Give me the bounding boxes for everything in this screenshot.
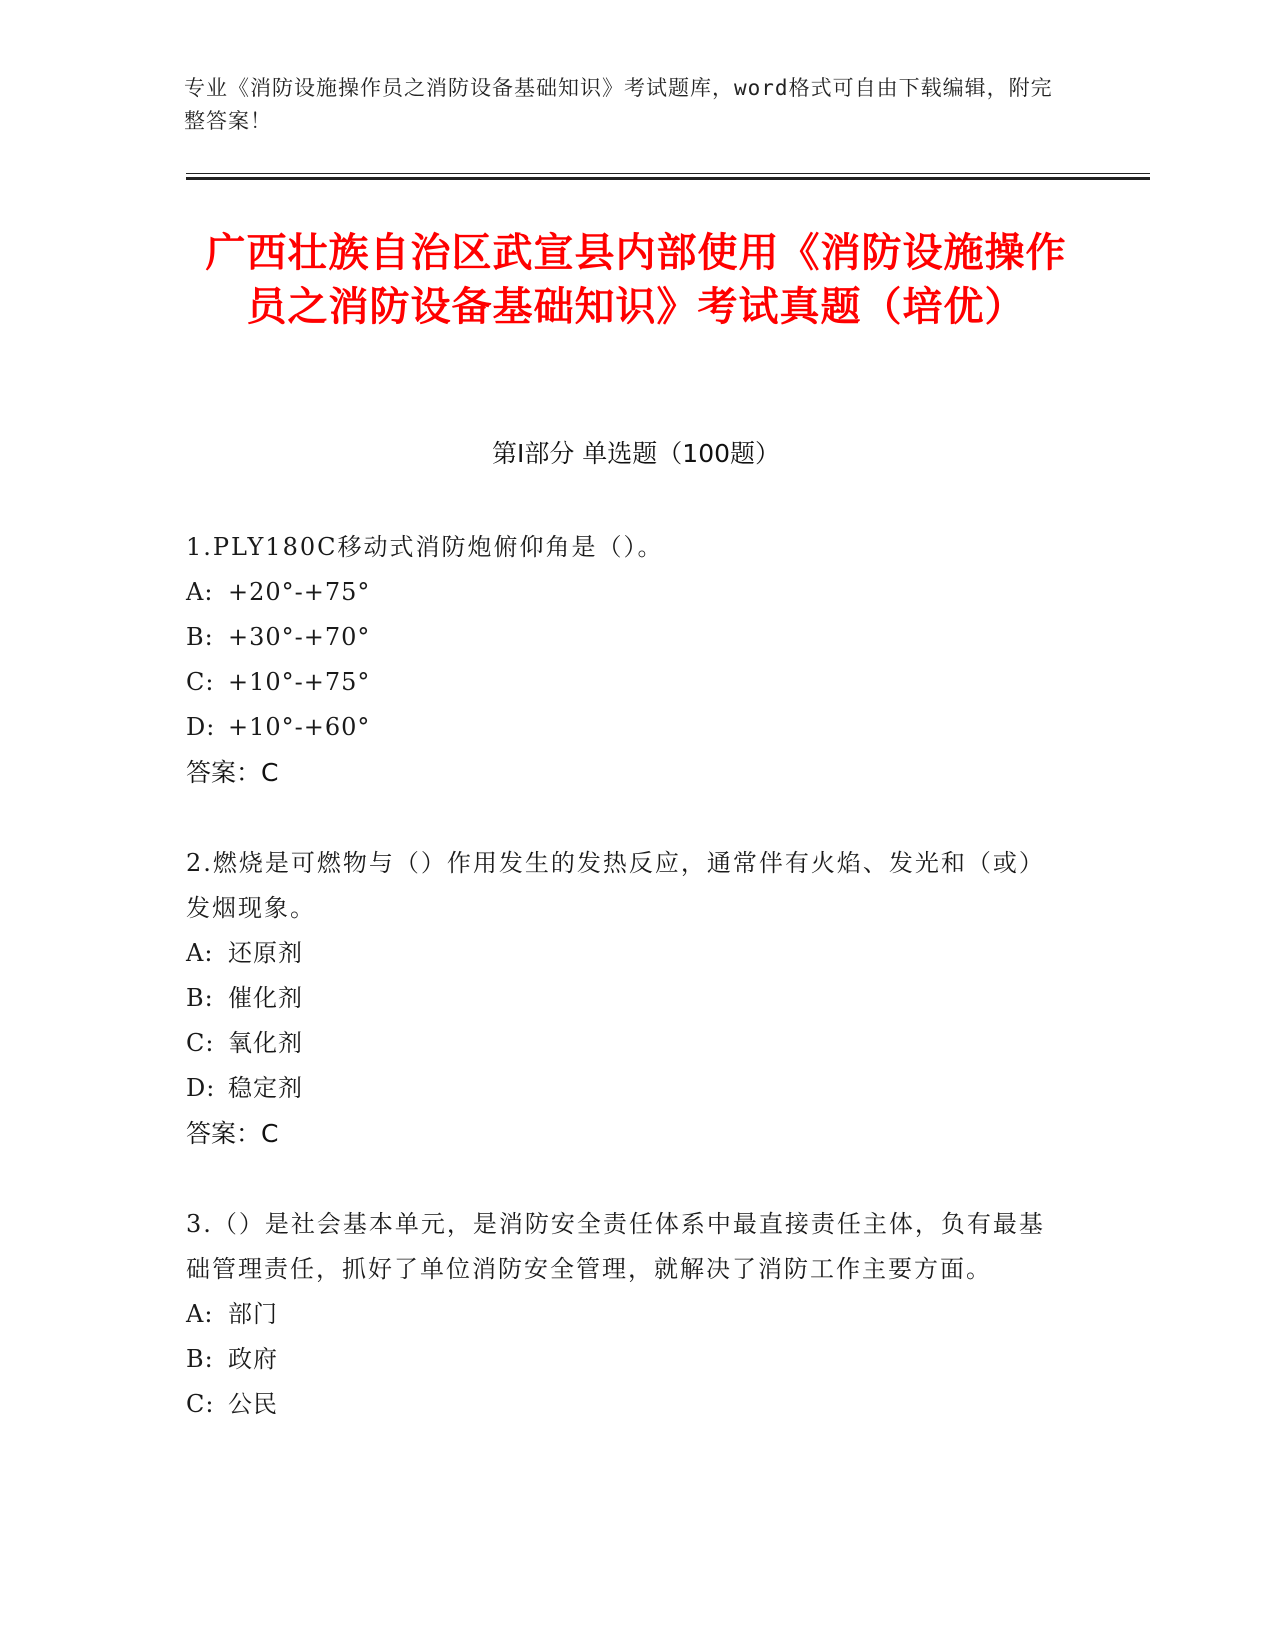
header-divider-thin (186, 173, 1150, 174)
option-text: 氧化剂 (228, 1029, 303, 1057)
question-3 (186, 1202, 1066, 1427)
option-d (186, 705, 1066, 750)
header-note: 专业《消防设施操作员之消防设备基础知识》考试题库，word格式可自由下载编辑，附完整答案！ (184, 76, 1053, 133)
question-2 (186, 841, 1066, 1156)
option-key: B: (186, 1345, 214, 1373)
option-b (186, 976, 1066, 1021)
option-text: 稳定剂 (228, 1074, 303, 1102)
question-stem: 1.PLY180C移动式消防炮俯仰角是（）。 (186, 533, 664, 561)
option-text: +20°-+75° (228, 578, 371, 606)
document-title: 广西壮族自治区武宣县内部使用《消防设施操作员之消防设备基础知识》考试真题（培优） (205, 230, 1067, 330)
option-a (186, 931, 1066, 976)
option-text: 公民 (228, 1390, 278, 1418)
option-c (186, 1382, 1066, 1427)
option-a (186, 570, 1066, 615)
option-key: A: (186, 578, 214, 606)
option-key: A: (186, 1300, 214, 1328)
section-heading: 第I部分 单选题（100题） (491, 439, 781, 468)
option-key: C: (186, 668, 215, 696)
answer: 答案：C (186, 1119, 279, 1148)
option-text: 还原剂 (228, 939, 303, 967)
option-key: B: (186, 984, 214, 1012)
option-a (186, 1292, 1066, 1337)
option-d (186, 1066, 1066, 1111)
answer: 答案：C (186, 758, 279, 787)
option-text: 催化剂 (228, 984, 303, 1012)
option-b (186, 615, 1066, 660)
option-c (186, 1021, 1066, 1066)
question-stem: 2.燃烧是可燃物与（）作用发生的发热反应，通常伴有火焰、发光和（或）发烟现象。 (186, 849, 1045, 922)
question-list (186, 525, 1066, 1473)
option-key: B: (186, 623, 214, 651)
option-text: 政府 (228, 1345, 278, 1373)
option-key: D: (186, 713, 216, 741)
option-text: +30°-+70° (228, 623, 371, 651)
option-c (186, 660, 1066, 705)
option-text: +10°-+60° (228, 713, 371, 741)
question-stem: 3.（）是社会基本单元，是消防安全责任体系中最直接责任主体，负有最基础管理责任，抓好了单位消防安全管理，就解决了消防工作主要方面。 (186, 1210, 1045, 1283)
option-key: C: (186, 1390, 215, 1418)
option-key: C: (186, 1029, 215, 1057)
option-key: A: (186, 939, 214, 967)
header-divider-thick (186, 177, 1150, 180)
option-text: +10°-+75° (228, 668, 371, 696)
option-key: D: (186, 1074, 216, 1102)
question-1 (186, 525, 1066, 795)
option-text: 部门 (228, 1300, 278, 1328)
option-b (186, 1337, 1066, 1382)
